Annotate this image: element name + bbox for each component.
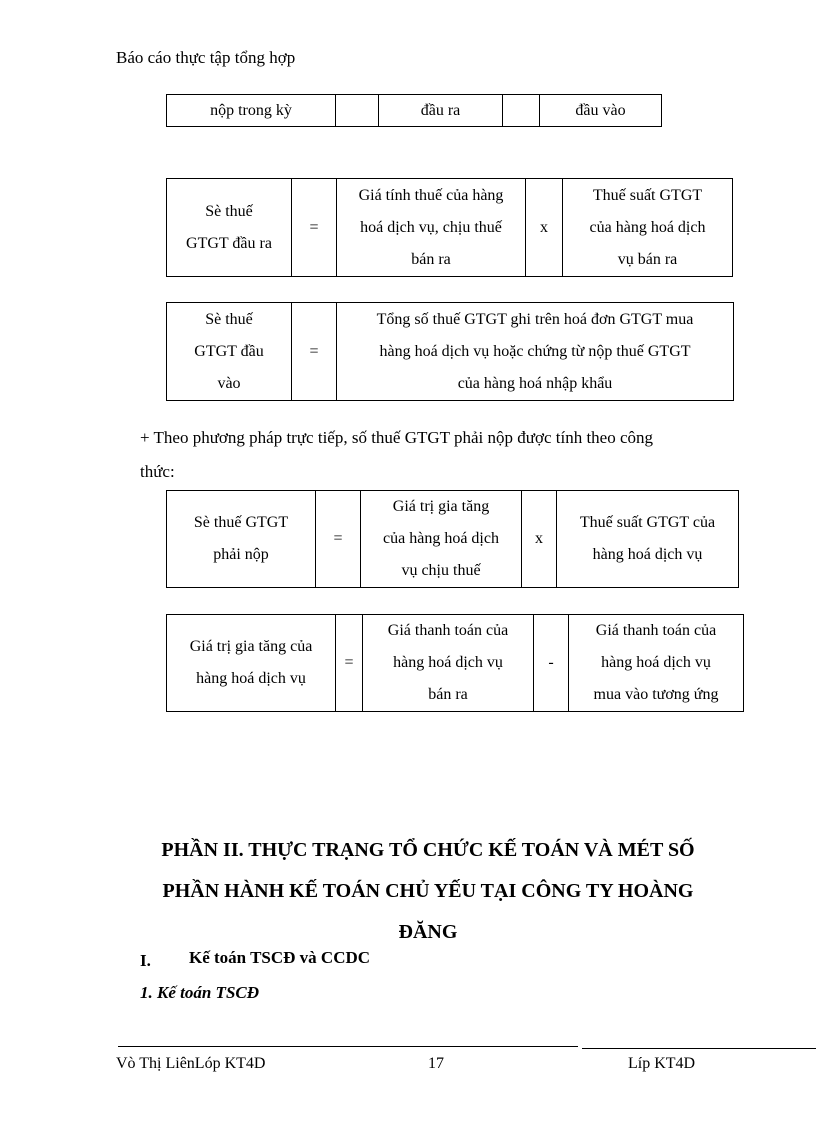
formula-vat-input bbox=[166, 302, 734, 401]
formula3-times: x bbox=[522, 491, 557, 588]
footer-page-number: 17 bbox=[428, 1055, 444, 1072]
formula-vat-output bbox=[166, 178, 733, 277]
table-continuation bbox=[166, 94, 662, 127]
footer-class: Líp KT4D bbox=[628, 1055, 696, 1072]
footer-divider-left bbox=[118, 1046, 578, 1047]
formula3-mid: Giá trị gia tăng của hàng hoá dịch vụ chịu thuế bbox=[361, 491, 522, 588]
formula4-minus: - bbox=[534, 615, 569, 712]
formula1-equals: = bbox=[292, 179, 337, 277]
footer-author: Vò Thị LiênLóp KT4D bbox=[116, 1055, 266, 1072]
subsection-title: 1. Kế toán TSCĐ bbox=[140, 983, 260, 1002]
section-number: I. bbox=[140, 951, 151, 970]
footer-divider-right bbox=[582, 1048, 816, 1049]
formula1-times: x bbox=[526, 179, 563, 277]
cell-empty-1 bbox=[336, 95, 379, 127]
formula2-right: Tổng số thuế GTGT ghi trên hoá đơn GTGT mua hàng hoá dịch vụ hoặc chứng từ nộp thuế GTGT của hàng hoá nhập khẩu bbox=[337, 303, 734, 401]
formula3-right: Thuế suất GTGT của hàng hoá dịch vụ bbox=[557, 491, 739, 588]
formula1-right: Thuế suất GTGT của hàng hoá dịch vụ bán ra bbox=[563, 179, 733, 277]
part2-heading: PHẦN II. THỰC TRẠNG TỔ CHỨC KẾ TOÁN VÀ MÉT SỐ PHẦN HÀNH KẾ TOÁN CHỦ YẾU TẠI CÔNG TY HOÀNG ĐĂNG bbox=[161, 839, 695, 943]
page-header: Báo cáo thực tập tổng hợp bbox=[116, 48, 296, 67]
formula-value-added bbox=[166, 614, 744, 712]
formula4-equals: = bbox=[336, 615, 363, 712]
formula4-left: Giá trị gia tăng của hàng hoá dịch vụ bbox=[167, 615, 336, 712]
formula2-left: Sè thuế GTGT đầu vào bbox=[167, 303, 292, 401]
cell-dau-ra: đầu ra bbox=[379, 95, 503, 127]
cell-nop-trong-ky: nộp trong kỳ bbox=[167, 95, 336, 127]
formula2-equals: = bbox=[292, 303, 337, 401]
formula4-mid: Giá thanh toán của hàng hoá dịch vụ bán ra bbox=[363, 615, 534, 712]
section-title: Kế toán TSCĐ và CCDC bbox=[189, 948, 371, 967]
formula3-left: Sè thuế GTGT phải nộp bbox=[167, 491, 316, 588]
formula4-right: Giá thanh toán của hàng hoá dịch vụ mua vào tương ứng bbox=[569, 615, 744, 712]
formula-vat-payable bbox=[166, 490, 739, 588]
cell-dau-vao: đầu vào bbox=[540, 95, 662, 127]
cell-empty-2 bbox=[503, 95, 540, 127]
formula3-equals: = bbox=[316, 491, 361, 588]
formula1-left: Sè thuế GTGT đầu ra bbox=[167, 179, 292, 277]
formula1-mid: Giá tính thuế của hàng hoá dịch vụ, chịu thuế bán ra bbox=[337, 179, 526, 277]
paragraph-direct-method: + Theo phương pháp trực tiếp, số thuế GTGT phải nộp được tính theo công thức: bbox=[140, 428, 654, 481]
